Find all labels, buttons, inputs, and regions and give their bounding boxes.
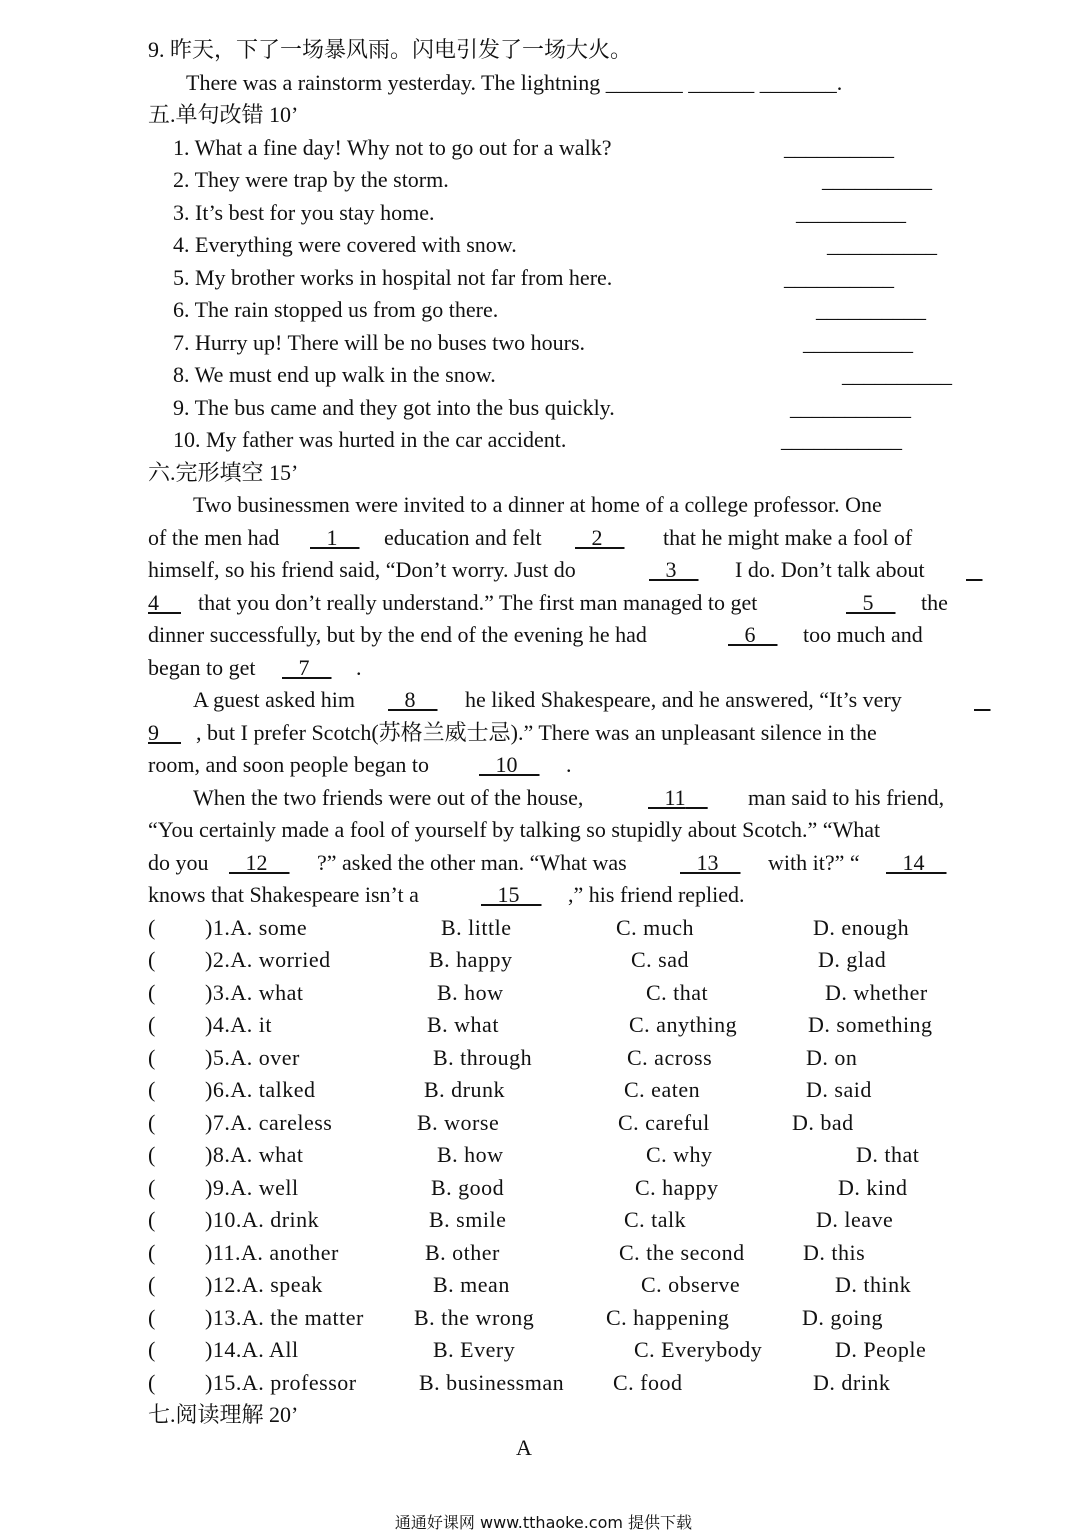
answer-paren[interactable]: (: [148, 1175, 156, 1200]
answer-paren[interactable]: (: [148, 1207, 156, 1232]
cloze-blank-8: 8: [404, 687, 416, 712]
answer-paren[interactable]: (: [148, 980, 156, 1005]
answer-paren[interactable]: (: [148, 947, 156, 972]
correction-item: 6. The rain stopped us from go there.: [173, 297, 499, 322]
passage-line: with it?” “: [768, 850, 860, 875]
option-b: B. businessman: [419, 1370, 565, 1395]
correction-item: 10. My father was hurted in the car accident.: [173, 427, 567, 452]
passage-line: of the men had: [148, 525, 280, 550]
correction-item: 1. What a fine day! Why not to go out for a walk?: [173, 135, 612, 160]
correction-item: 4. Everything were covered with snow.: [173, 232, 517, 257]
option-a: )2.A. worried: [205, 947, 331, 972]
answer-paren[interactable]: (: [148, 1012, 156, 1037]
correction-item: 8. We must end up walk in the snow.: [173, 362, 496, 387]
option-b: B. happy: [429, 947, 513, 972]
passage-line: education and felt: [384, 525, 542, 550]
cloze-blank-15: 15: [497, 882, 520, 907]
option-d: D. this: [803, 1240, 866, 1265]
option-c: C. talk: [624, 1207, 687, 1232]
option-b: B. little: [441, 915, 512, 940]
answer-paren[interactable]: (: [148, 1077, 156, 1102]
answer-blank[interactable]: __________: [796, 200, 906, 225]
passage-line: dinner successfully, but by the end of the evening he had: [148, 622, 647, 647]
cloze-blank-1: 1: [326, 525, 338, 550]
passage-line: A guest asked him: [193, 687, 355, 712]
answer-paren[interactable]: (: [148, 1045, 156, 1070]
passage-line: .: [356, 655, 362, 680]
option-c: C. sad: [631, 947, 689, 972]
cloze-blank-4: 4: [148, 590, 159, 615]
option-b: B. the wrong: [414, 1305, 535, 1330]
section-heading-cloze: 六.完形填空 15’: [148, 460, 299, 485]
option-b: B. smile: [429, 1207, 507, 1232]
option-d: D. on: [806, 1045, 858, 1070]
cloze-blank-11: 11: [664, 785, 686, 810]
cloze-blank-9-lead: [974, 685, 991, 715]
passage-line: himself, so his friend said, “Don’t worry. Just do: [148, 557, 576, 582]
option-b: B. worse: [417, 1110, 500, 1135]
correction-item: 2. They were trap by the storm.: [173, 167, 449, 192]
option-d: D. leave: [816, 1207, 894, 1232]
answer-blank[interactable]: __________: [822, 167, 932, 192]
option-b: B. good: [431, 1175, 505, 1200]
option-a: )6.A. talked: [205, 1077, 316, 1102]
option-d: D. something: [808, 1012, 933, 1037]
passage-line: .: [566, 752, 572, 777]
passage-line: man said to his friend,: [748, 785, 945, 810]
cloze-blank-4-lead: [966, 555, 983, 585]
option-d: D. People: [835, 1337, 927, 1362]
answer-paren[interactable]: (: [148, 1370, 156, 1395]
passage-line: room, and soon people began to: [148, 752, 430, 777]
answer-blank[interactable]: ___________: [781, 427, 902, 452]
option-a: )11.A. another: [205, 1240, 339, 1265]
option-d: D. that: [856, 1142, 920, 1167]
answer-paren[interactable]: (: [148, 1305, 156, 1330]
option-b: B. mean: [433, 1272, 510, 1297]
passage-line: that you don’t really understand.” The first man managed to get: [198, 590, 758, 615]
answer-blank[interactable]: __________: [827, 232, 937, 257]
cloze-blank-7: 7: [298, 655, 310, 680]
passage-line: he liked Shakespeare, and he answered, “It’s very: [465, 687, 902, 712]
option-d: D. whether: [825, 980, 928, 1005]
option-a: )15.A. professor: [205, 1370, 357, 1395]
option-b: B. how: [437, 1142, 504, 1167]
cloze-blank-9: 9: [148, 720, 159, 745]
passage-line: knows that Shakespeare isn’t a: [148, 882, 419, 907]
option-b: B. drunk: [424, 1077, 505, 1102]
answer-paren[interactable]: (: [148, 1110, 156, 1135]
passage-line: ?” asked the other man. “What was: [317, 850, 627, 875]
passage-line: ,” his friend replied.: [568, 882, 745, 907]
option-c: C. why: [646, 1142, 713, 1167]
q9-chinese: 9. 昨天，下了一场暴风雨。闪电引发了一场大火。: [148, 37, 633, 62]
option-c: C. Everybody: [634, 1337, 763, 1362]
option-c: C. much: [616, 915, 695, 940]
answer-blank[interactable]: __________: [842, 362, 952, 387]
option-a: )3.A. what: [205, 980, 304, 1005]
option-d: D. drink: [813, 1370, 891, 1395]
option-d: D. bad: [792, 1110, 854, 1135]
passage-line: that he might make a fool of: [663, 525, 913, 550]
passage-line: “You certainly made a fool of yourself by talking so stupidly about Scotch.” “What: [148, 817, 881, 842]
q9-english: There was a rainstorm yesterday. The lightning _______ ______ _______.: [186, 70, 843, 95]
option-c: C. happy: [635, 1175, 719, 1200]
cloze-blank-12: 12: [245, 850, 268, 875]
option-b: B. Every: [433, 1337, 516, 1362]
passage-line: too much and: [803, 622, 923, 647]
correction-item: 3. It’s best for you stay home.: [173, 200, 435, 225]
page-footer: 通通好课网 www.tthaoke.com 提供下载: [394, 1513, 693, 1532]
cloze-blank-2: 2: [591, 525, 603, 550]
option-c: C. food: [613, 1370, 683, 1395]
cloze-blank-3: 3: [665, 557, 677, 582]
option-a: )9.A. well: [205, 1175, 299, 1200]
option-a: )8.A. what: [205, 1142, 304, 1167]
option-c: C. anything: [629, 1012, 738, 1037]
answer-paren[interactable]: (: [148, 915, 156, 940]
answer-blank[interactable]: __________: [784, 135, 894, 160]
answer-paren[interactable]: (: [148, 1337, 156, 1362]
option-c: C. across: [627, 1045, 713, 1070]
option-a: )1.A. some: [205, 915, 308, 940]
option-a: )14.A. All: [205, 1337, 299, 1362]
passage-label: A: [516, 1435, 532, 1460]
answer-paren[interactable]: (: [148, 1142, 156, 1167]
option-a: )7.A. careless: [205, 1110, 333, 1135]
option-d: D. said: [806, 1077, 872, 1102]
option-d: D. enough: [813, 915, 910, 940]
option-c: C. the second: [619, 1240, 745, 1265]
passage-line: When the two friends were out of the house,: [193, 785, 584, 810]
option-c: C. happening: [606, 1305, 730, 1330]
correction-item: 5. My brother works in hospital not far from here.: [173, 265, 613, 290]
section-heading-error-correction: 五.单句改错 10’: [148, 102, 299, 127]
option-c: C. that: [646, 980, 709, 1005]
answer-paren[interactable]: (: [148, 1240, 156, 1265]
option-d: D. glad: [818, 947, 887, 972]
option-b: B. how: [437, 980, 504, 1005]
option-c: C. careful: [618, 1110, 710, 1135]
option-c: C. observe: [641, 1272, 741, 1297]
cloze-blank-6: 6: [744, 622, 756, 647]
option-a: )12.A. speak: [205, 1272, 323, 1297]
option-d: D. think: [835, 1272, 912, 1297]
passage-line: I do. Don’t talk about: [735, 557, 925, 582]
answer-blank[interactable]: __________: [784, 265, 894, 290]
option-a: )13.A. the matter: [205, 1305, 364, 1330]
cloze-blank-13: 13: [696, 850, 719, 875]
option-a: )4.A. it: [205, 1012, 272, 1037]
option-b: B. other: [425, 1240, 500, 1265]
option-c: C. eaten: [624, 1077, 701, 1102]
passage-line: the: [921, 590, 948, 615]
correction-item: 9. The bus came and they got into the bus quickly.: [173, 395, 615, 420]
section-heading-reading: 七.阅读理解 20’: [148, 1402, 299, 1427]
cloze-blank-5: 5: [862, 590, 874, 615]
answer-blank[interactable]: ___________: [790, 395, 911, 420]
cloze-blank-10: 10: [495, 752, 518, 777]
cloze-blank-14: 14: [902, 850, 925, 875]
passage-line: began to get: [148, 655, 256, 680]
passage-line: Two businessmen were invited to a dinner at home of a college professor. One: [193, 492, 882, 517]
answer-blank[interactable]: __________: [803, 330, 913, 355]
option-d: D. kind: [838, 1175, 908, 1200]
answer-paren[interactable]: (: [148, 1272, 156, 1297]
passage-line: do you: [148, 850, 209, 875]
answer-blank[interactable]: __________: [816, 297, 926, 322]
option-a: )10.A. drink: [205, 1207, 320, 1232]
option-b: B. what: [427, 1012, 499, 1037]
option-b: B. through: [433, 1045, 533, 1070]
passage-line: , but I prefer Scotch(苏格兰威士忌).” There was an unpleasant silence in the: [196, 720, 877, 745]
option-a: )5.A. over: [205, 1045, 300, 1070]
option-d: D. going: [802, 1305, 883, 1330]
correction-item: 7. Hurry up! There will be no buses two hours.: [173, 330, 586, 355]
